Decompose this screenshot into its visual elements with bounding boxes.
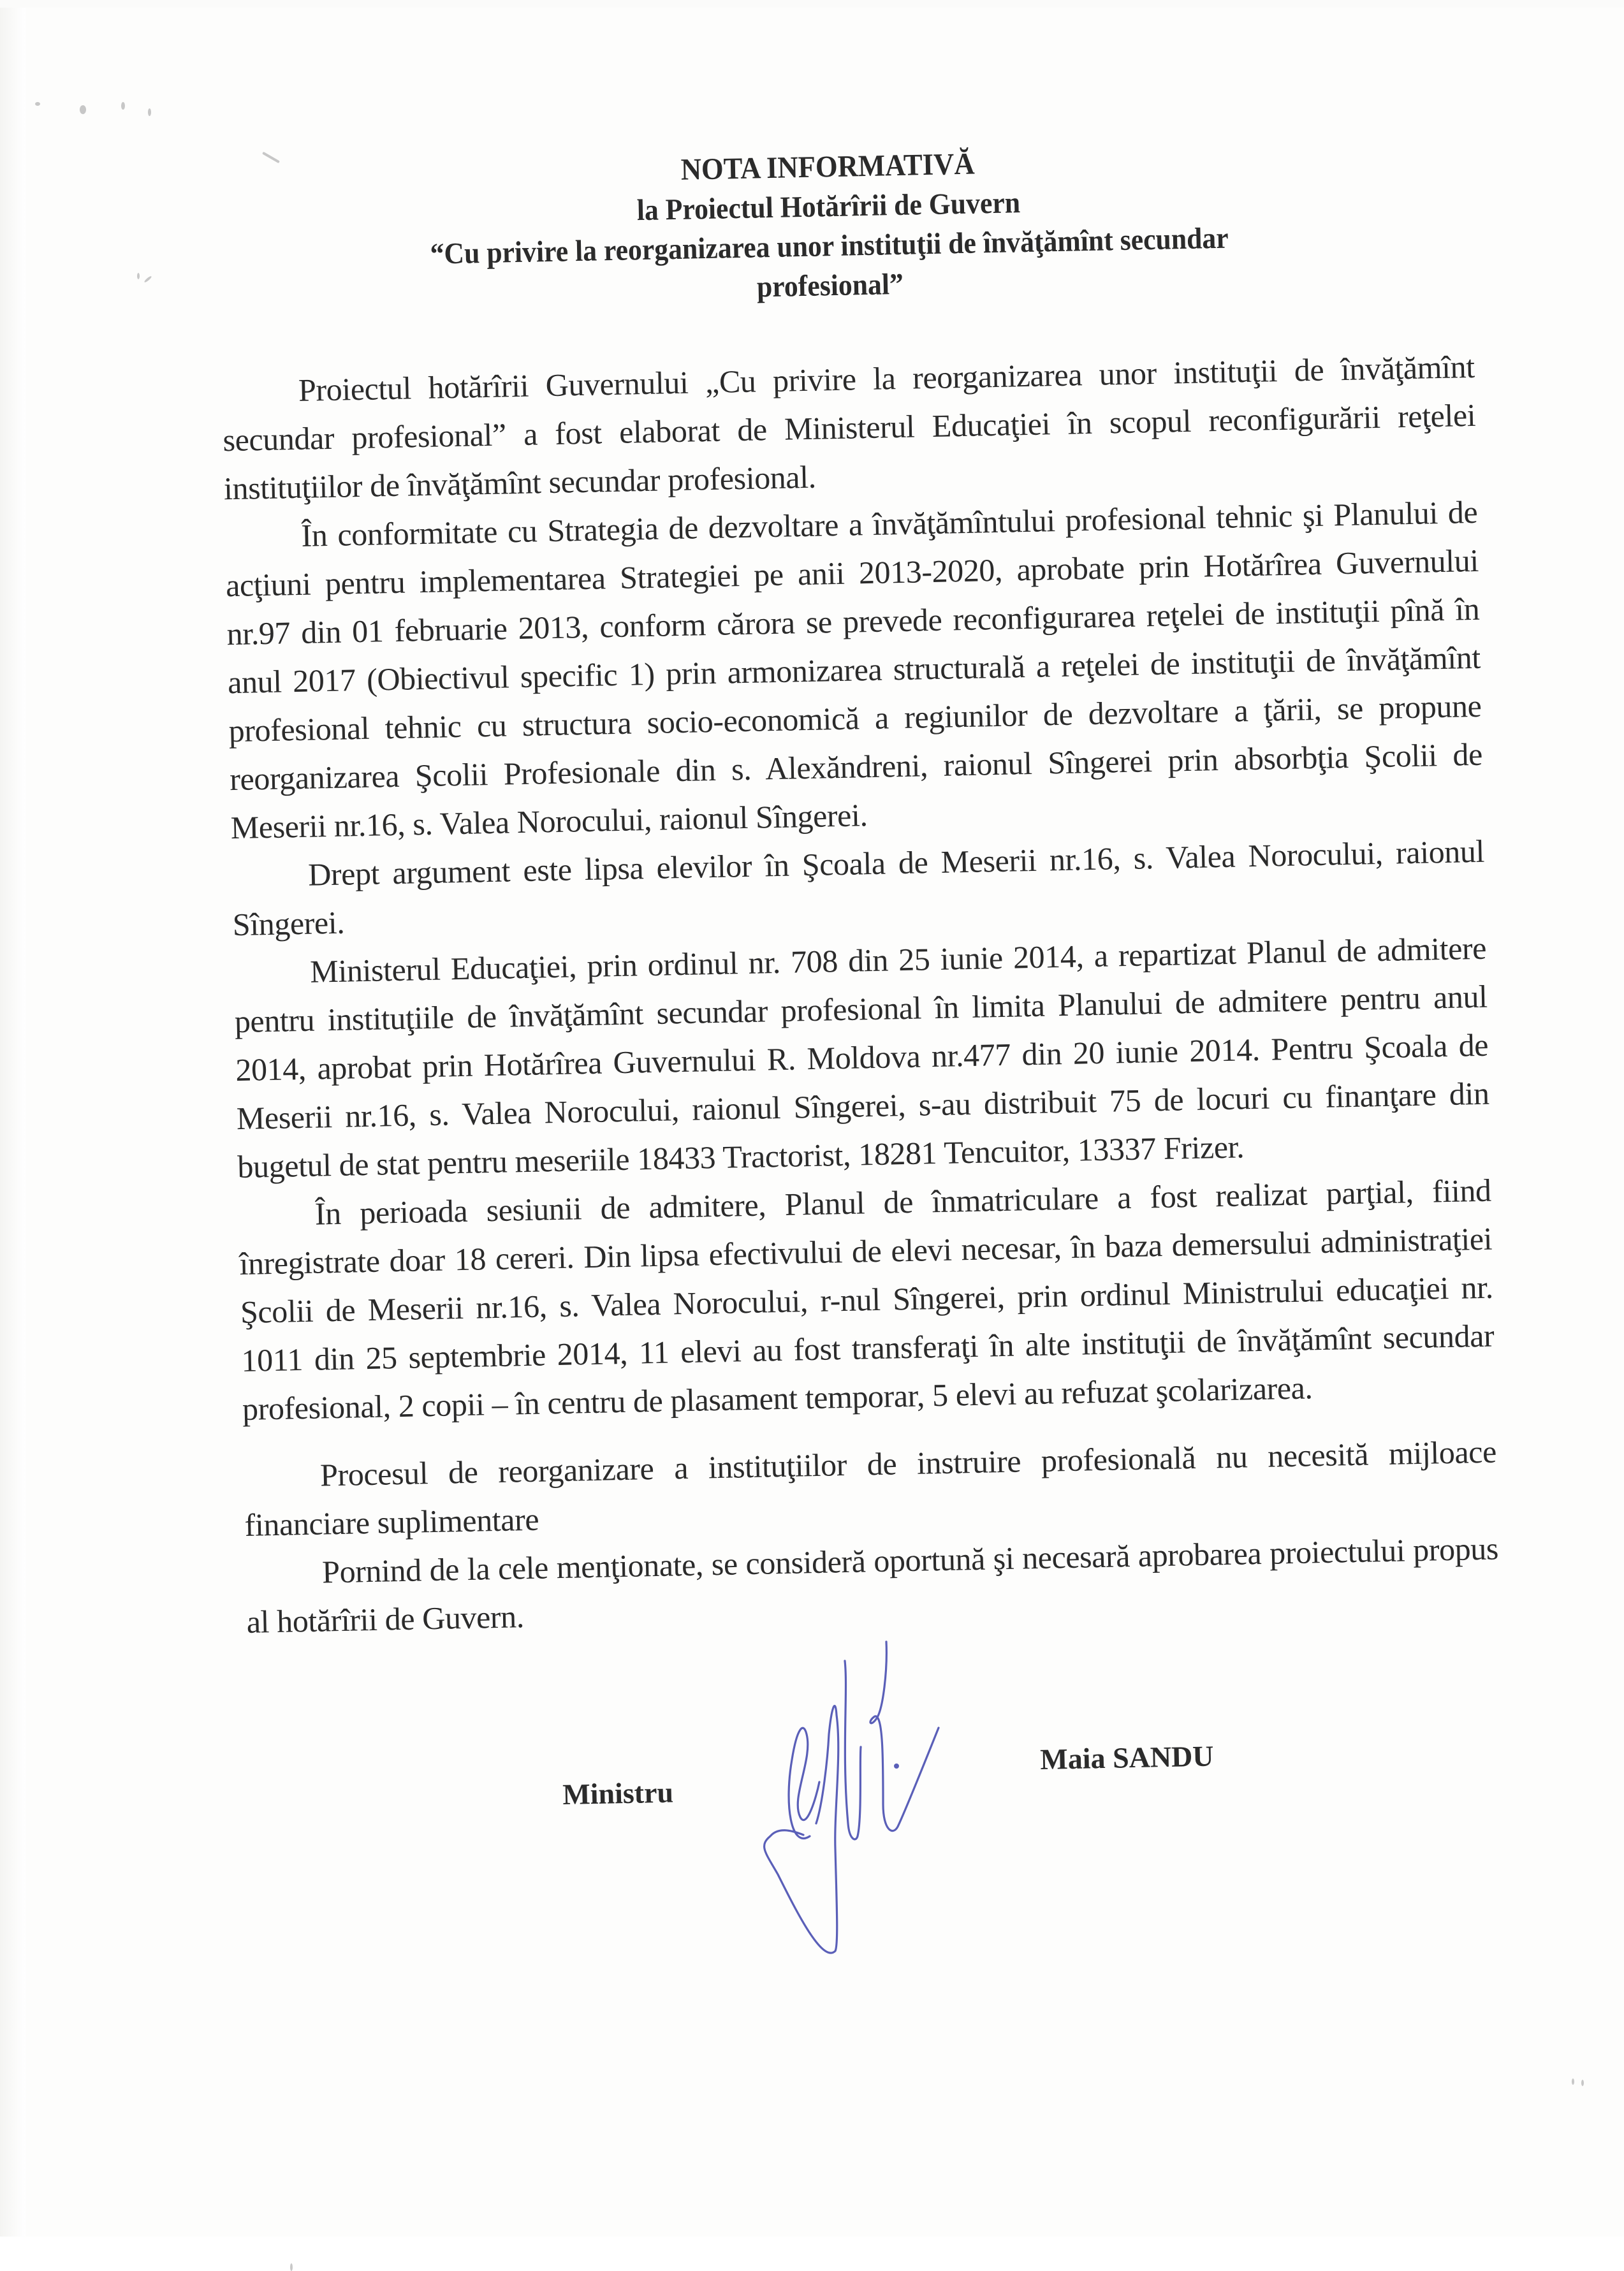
signature-stroke <box>870 1642 939 1831</box>
signature-dot <box>895 1765 898 1768</box>
paragraph-purpose: Proiectul hotărîrii Guvernului „Cu privire la reorganizarea unor instituţii de învăţămînt secundar profesional” a fost elaborat de Ministerul Educaţiei în scopul reconfigurării reţelei instituţiilor de învăţămînt secundar profesional. <box>222 348 1476 507</box>
document-subtitle-line-2: “Cu privire la reorganizarea unor instituţii de învăţămînt secundar <box>430 221 1229 271</box>
signatory-name: Maia SANDU <box>1039 1739 1214 1776</box>
document-body <box>221 342 1500 1646</box>
signature-stroke <box>764 1706 838 1953</box>
handwritten-signature <box>752 1632 1046 1989</box>
scan-speck <box>290 2263 293 2271</box>
signature-stroke <box>789 1728 819 1838</box>
paragraph-financing: Procesul de reorganizare a instituţiilor de instruire profesională nu necesită mijloace financiare suplimentare <box>244 1433 1497 1543</box>
signatory-role: Ministru <box>562 1776 674 1811</box>
signature-stroke <box>845 1661 861 1839</box>
paragraph-strategy: În conformitate cu Strategia de dezvoltare a învăţămîntului profesional tehnic şi Planului de acţiuni pentru implementarea Strategiei pe anii 2013-2020, aprobate prin Hotărîrea Guvernului nr.97 din 01 februarie 2013, conform cărora se prevede reconfigurarea reţelei de instituţii pînă în anul 2017 (Obiectivul specific 1) prin armonizarea structurală a reţelei de instituţii de învăţămînt profesional tehnic cu structura socio-economică a regiunilor de dezvoltare a ţării, se propune reorganizarea Şcolii Profesionale din s. Alexăndreni, raionul Sîngerei prin absorbţia Şcolii de Meserii nr.16, s. Valea Norocului, raionul Sîngerei. <box>225 493 1483 846</box>
paragraph-admission-plan: Ministerul Educaţiei, prin ordinul nr. 708 din 25 iunie 2014, a repartizat Planul de admitere pentru instituţiile de învăţămînt secundar profesional în limita Planului de admitere pentru anul 2014, aprobat prin Hotărîrea Guvernului R. Moldova nr.477 din 20 iunie 2014. Pentru Şcoala de Meserii nr.16, s. Valea Norocului, raionul Sîngerei, s-au distribuit 75 de locuri cu finanţare din bugetul de stat pentru meseriile 18433 Tractorist, 18281 Tencuitor, 13337 Frizer. <box>234 930 1490 1185</box>
document-heading <box>193 135 1465 318</box>
document-title: NOTA INFORMATIVĂ <box>680 147 976 187</box>
document-subtitle-line-1: la Proiectul Hotărîrii de Guvern <box>636 186 1021 228</box>
paragraph-argument: Drept argument este lipsa elevilor în Şcoala de Meserii nr.16, s. Valea Norocului, raionul Sîngerei. <box>232 833 1485 943</box>
document-subtitle-line-3: profesional” <box>756 267 904 304</box>
paragraph-conclusion: Pornind de la cele menţionate, se consideră oportună şi necesară aprobarea proiectului propus al hotărîrii de Guvern. <box>246 1530 1499 1640</box>
paragraph-enrollment: În perioada sesiunii de admitere, Planul de înmatriculare a fost realizat parţial, fiind înregistrate doar 18 cereri. Din lipsa efectivului de elevi necesar, în baza demersului administraţiei Şcolii de Meserii nr.16, s. Valea Norocului, r-nul Sîngerei, prin ordinul Ministrului educaţiei nr. 1011 din 25 septembrie 2014, 11 elevi au fost transferaţi în alte instituţii de învăţămînt secundar profesional, 2 copii – în centru de plasament temporar, 5 elevi au refuzat şcolarizarea. <box>238 1172 1495 1427</box>
